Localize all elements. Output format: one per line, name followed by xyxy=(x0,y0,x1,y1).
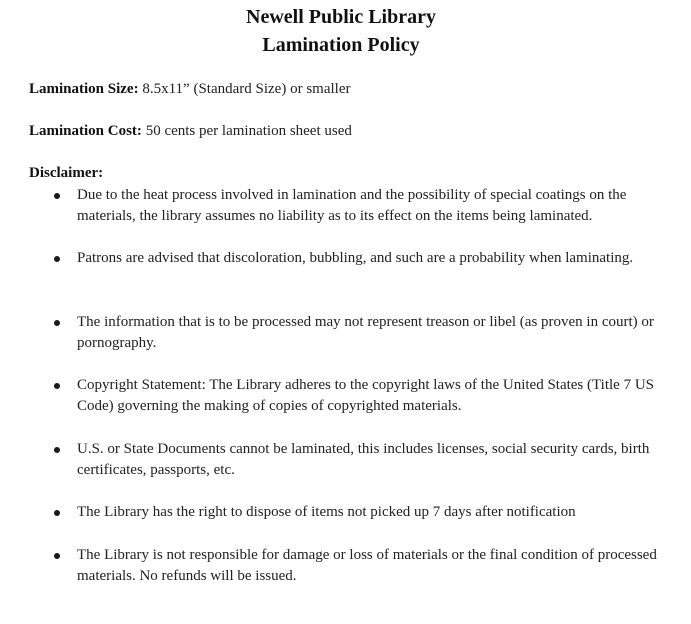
lamination-cost-value: 50 cents per lamination sheet used xyxy=(141,123,352,139)
disclaimer-item-text: The information that is to be processed may not represent treason or libel (as proven in court) or pornography. xyxy=(77,314,654,351)
policy-name: Lamination Policy xyxy=(262,34,420,56)
document-title xyxy=(0,3,682,59)
disclaimer-item-text: U.S. or State Documents cannot be laminated, this includes licenses, social security cards, birth certificates, passports, etc. xyxy=(77,441,650,478)
lamination-cost-field xyxy=(29,121,352,142)
bullet-icon xyxy=(54,320,60,326)
library-name: Newell Public Library xyxy=(246,6,436,28)
bullet-icon xyxy=(54,510,60,516)
lamination-size-value: 8.5x11” (Standard Size) or smaller xyxy=(138,81,351,97)
lamination-cost-label: Lamination Cost: xyxy=(29,123,142,139)
disclaimer-item-text: The Library is not responsible for damage or loss of materials or the final condition of processed materials. No refunds will be issued. xyxy=(77,547,657,584)
disclaimer-item-text: Patrons are advised that discoloration, bubbling, and such are a probability when laminating. xyxy=(77,250,634,266)
bullet-icon xyxy=(54,447,60,453)
disclaimer-heading: Disclaimer: xyxy=(29,165,104,181)
bullet-icon xyxy=(54,193,60,199)
bullet-icon xyxy=(54,383,60,389)
disclaimer-item-text: The Library has the right to dispose of items not picked up 7 days after notification xyxy=(77,504,576,520)
bullet-icon xyxy=(54,553,60,559)
disclaimer-item-text: Due to the heat process involved in lamination and the possibility of special coatings on the materials, the library assumes no liability as to its effect on the items being laminated. xyxy=(77,187,627,224)
disclaimer-item-text: Copyright Statement: The Library adheres to the copyright laws of the United States (Title 7 US Code) governing the making of copies of copyrighted materials. xyxy=(77,377,654,414)
lamination-size-field xyxy=(29,79,350,100)
bullet-icon xyxy=(54,256,60,262)
lamination-size-label: Lamination Size: xyxy=(29,81,139,97)
